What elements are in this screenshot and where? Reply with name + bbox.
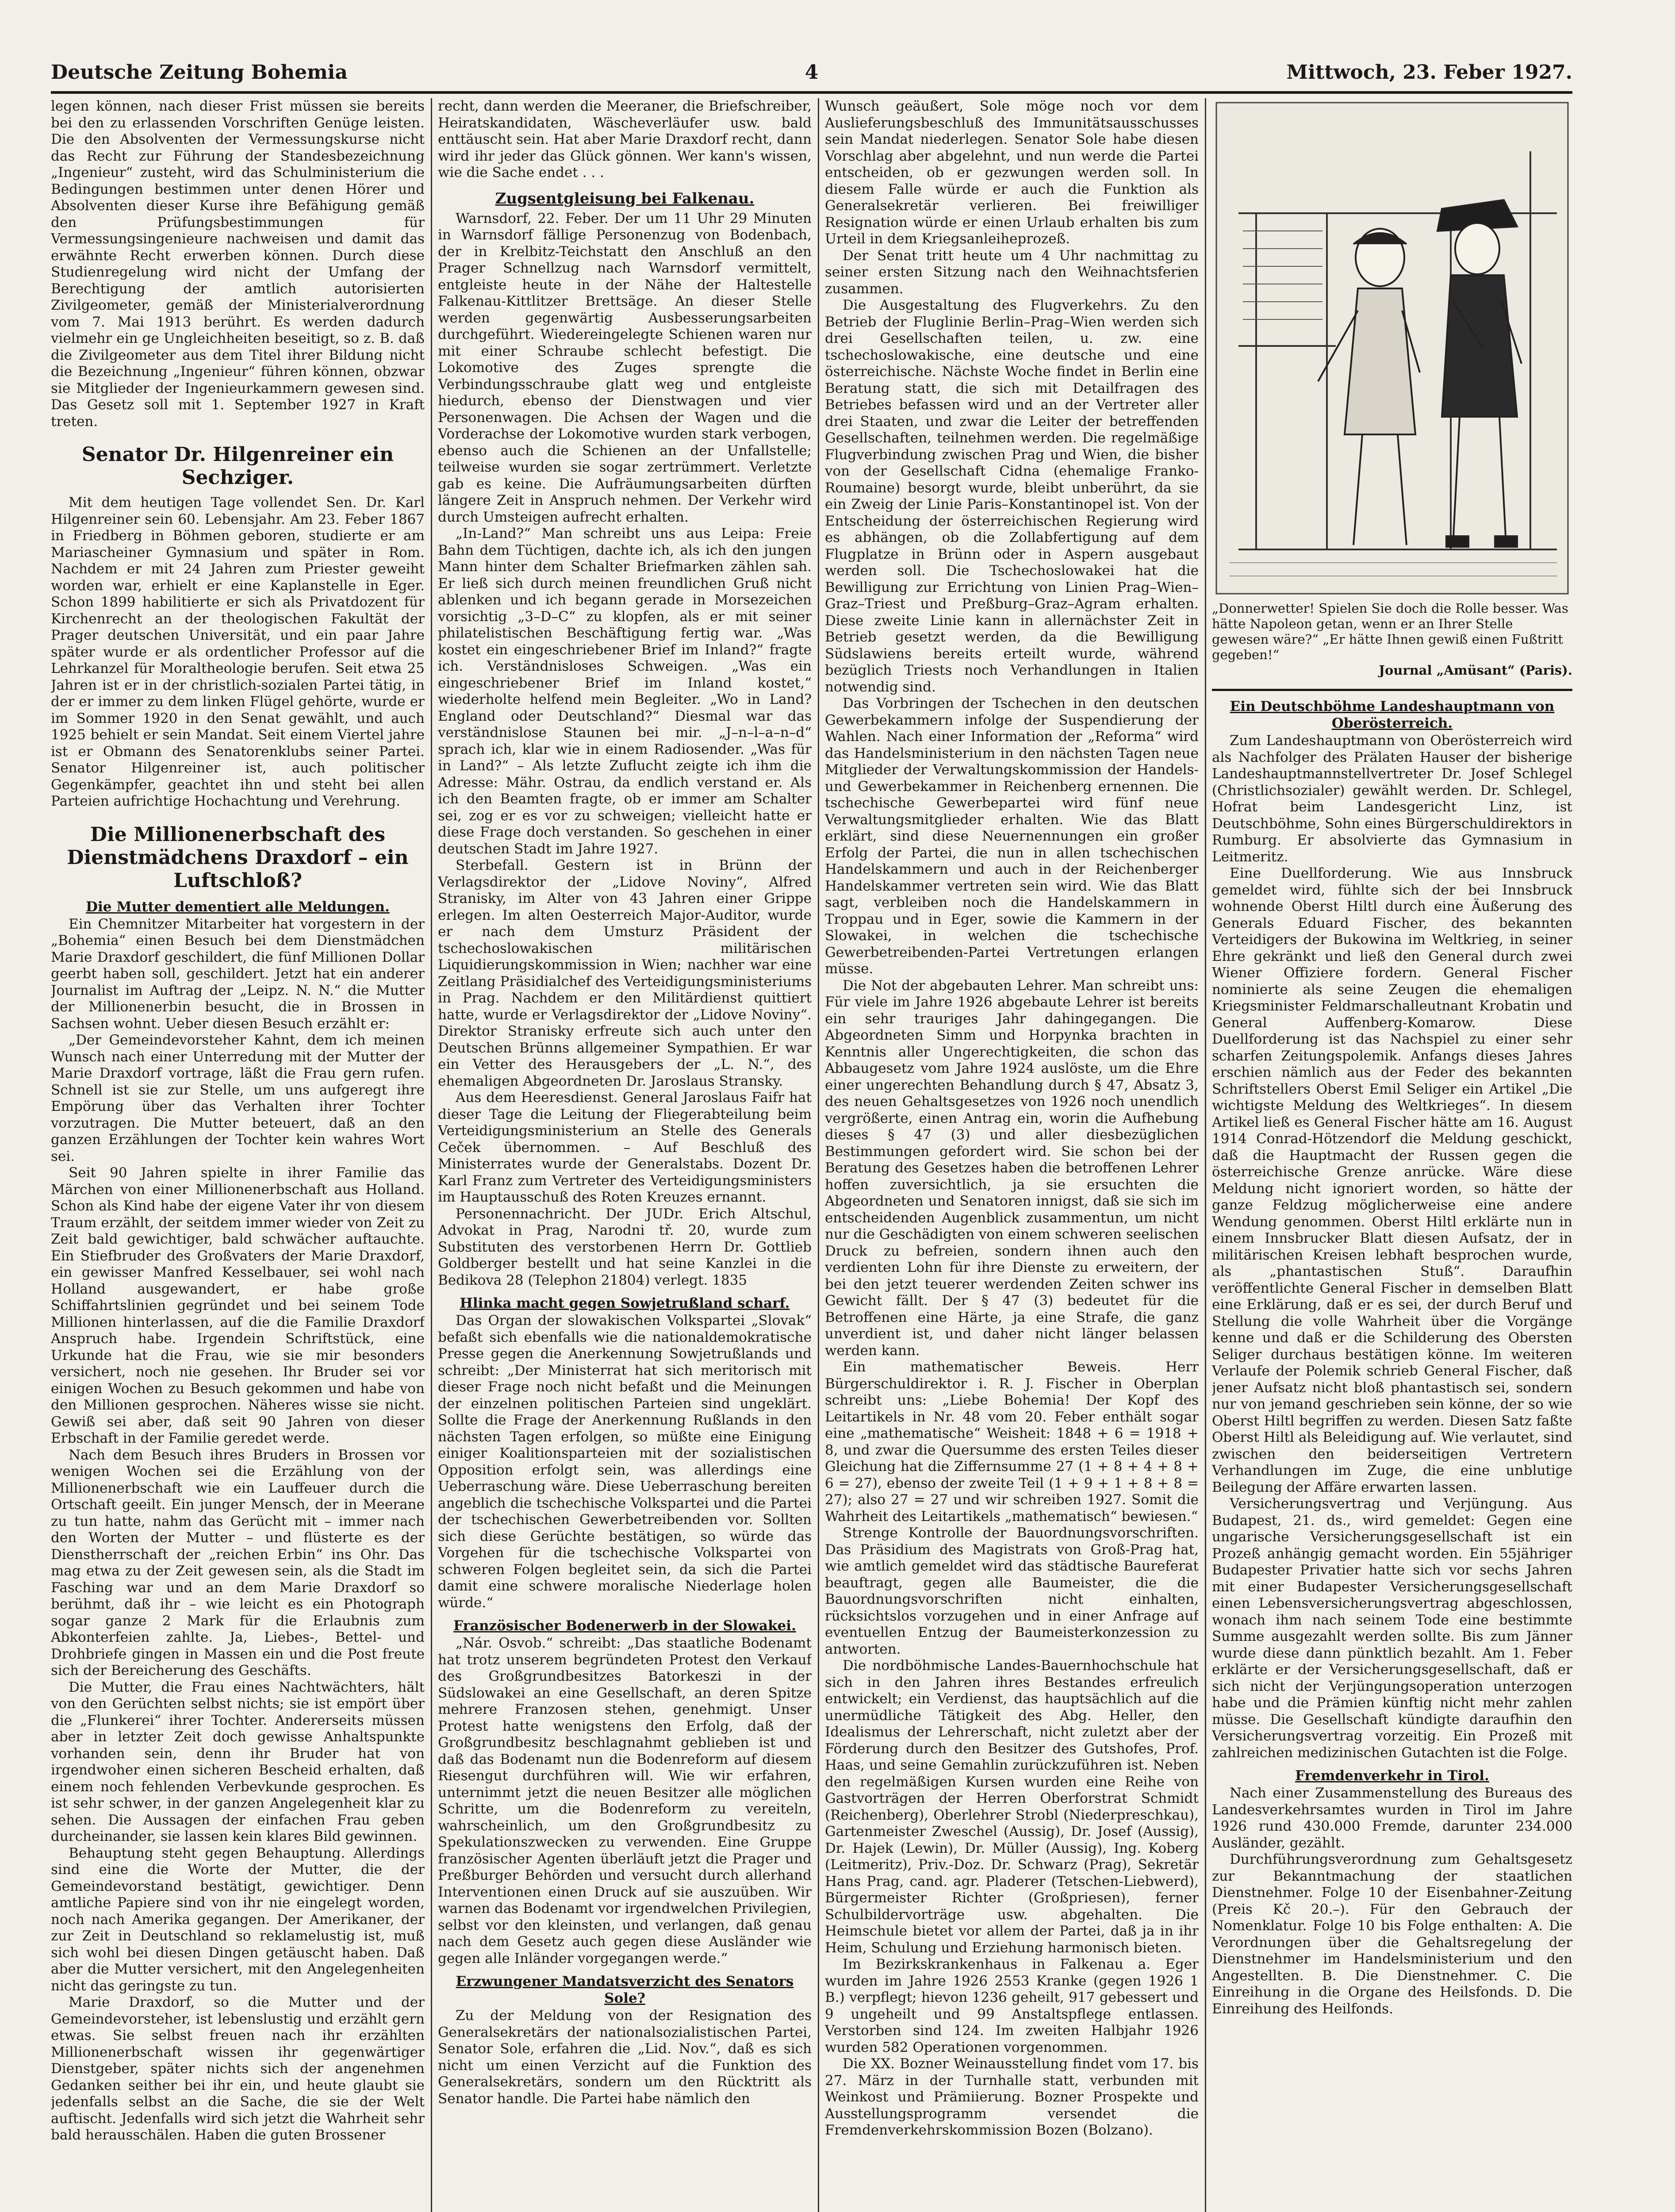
paragraph: Strenge Kontrolle der Bauordnungsvorschriften. Das Präsidium des Magistrats von Groß-Prag hat, wie amtlich gemeldet wird das städtische Baureferat beauftragt, gegen alle Baumeister, die die Bauordnungsvorschriften nicht einhalten, rücksichtslos vorzugehen und in einer Anfrage auf eventuellen Entzug der Baumeisterkonzession zu antworten. — [825, 1525, 1199, 1657]
headline-hilgenreiner: Senator Dr. Hilgenreiner ein Sechziger. — [81, 443, 394, 489]
caption-source: Journal „Amüsant“ (Paris). — [1379, 663, 1572, 678]
paragraph: Warnsdorf, 22. Feber. Der um 11 Uhr 29 Minuten in Warnsdorf fällige Personenzug von Bodenbach, der in Krelbitz-Teichstatt den Anschluß an den Prager Schnellzug nach Warnsdorf vermittelt, entgleiste heute in der Nähe der Haltestelle Falkenau-Kittlitzer Brettsäge. An dieser Stelle werden gegenwärtig Ausbesserungsarbeiten durchgeführt. Wiedereingelegte Schienen waren nur mit einer Schraube schlecht befestigt. Die Lokomotive des Zuges sprengte die Verbindungsschraube glatt weg und entgleiste hiedurch, ebenso der Dienstwagen und vier Personenwagen. Die Achsen der Wagen und die Vorderachse der Lokomotive wurden stark verbogen, ebenso auch die Schienen an der Unfallstelle; teilweise wurden sie sogar zertrümmert. Verletzte gab es keine. Die Aufräumungsarbeiten dürften längere Zeit in Anspruch nehmen. Der Verkehr wird durch Umsteigen aufrecht erhalten. — [438, 210, 812, 525]
headline-bodenerwerb: Französischer Bodenerwerb in der Slowakei. — [453, 1618, 796, 1634]
paragraph: Die Not der abgebauten Lehrer. Man schreibt uns: Für viele im Jahre 1926 abgebaute Lehrer ist bereits ein sehr trauriges Jahr dahingegangen. Die Abgeordneten Simm und Horpynka brachten in Kenntnis aller Ungerechtigkeiten, die schon das Abbaugesetz vom Jahre 1924 auslöste, um die Ehre einer ungerechten Behandlung durch § 47, Absatz 3, des neuen Gehaltsgesetzes von 1926 noch unendlich vergrößerte, einen Antrag ein, worin die Aufhebung dieses § 47 (3) und aller diesbezüglichen Bestimmungen gefordert wird. Sie schon bei der Beratung des Gesetzes haben die betroffenen Lehrer hoffen zuversichtlich, ja sie ersuchten die Abgeordneten und Senatoren innigst, daß sie sich im entscheidenden Augenblick zusammentun, um nicht nur die Geschädigten von einem schweren seelischen Druck zu befreien, sondern ihnen auch den verdienten Lohn für ihre Dienste zu erweitern, der bei den jetzt teuerer werdenden Zeiten schwer ins Gewicht fällt. Der § 47 (3) bedeutet für die Betroffenen eine Härte, ja eine Strafe, die ganz unverdient ist, und daher nicht länger belassen werden kann. — [825, 977, 1199, 1359]
column-4 — [1212, 98, 1572, 2212]
paragraph: Sterbefall. Gestern ist in Brünn der Verlagsdirektor der „Lidove Noviny“, Alfred Stranisky, im Alter von 43 Jahren einer Grippe erlegen. Im alten Oesterreich Major-Auditor, wurde er nach dem Umsturz Präsident der tschechoslowakischen militärischen Liquidierungskommission in Wien; nachher war eine Zeitlang Präsidialchef des Verteidigungsministeriums in Prag. Nachdem er den Militärdienst quittiert hatte, wurde er Verlagsdirektor der „Lidove Noviny“. Direktor Stranisky erfreute sich auch unter den Deutschen Brünns allgemeiner Sympathien. Er war ein Vetter des Herausgebers der „L. N.“, des ehemaligen Abgeordneten Dr. Jaroslaus Stransky. — [438, 857, 812, 1089]
paragraph: Mit dem heutigen Tage vollendet Sen. Dr. Karl Hilgenreiner sein 60. Lebensjahr. Am 23. Feber 1867 in Friedberg in Böhmen geboren, studierte er am Mariascheiner Gymnasium und später in Rom. Nachdem er mit 24 Jahren zum Priester geweiht worden war, erhielt er eine Kaplanstelle in Eger. Schon 1899 habilitierte er sich als Privatdozent für Kirchenrecht an der theologischen Fakultät der Prager deutschen Universität, und ein paar Jahre später wurde er als ordentlicher Professor auf die Lehrkanzel für Moraltheologie berufen. Seit etwa 25 Jahren ist er in der christlich-sozialen Partei tätig, in der er immer zu dem linken Flügel gehörte, wurde er im Sommer 1920 in den Senat gewählt, und auch 1925 behielt er sein Mandat. Seit einem Viertel jahre ist er Obmann des Senatorenklubs seiner Partei. Senator Hilgenreiner ist, auch politischer Gegenkämpfer, geachtet ihn und steht bei allen Parteien aufrichtige Hochachtung und Verehrung. — [51, 495, 425, 809]
section-rule — [1212, 689, 1572, 691]
headline-mandatsverzicht: Erzwungener Mandatsverzicht des Senators Sole? — [456, 1974, 794, 2006]
paragraph: Das Vorbringen der Tschechen in den deutschen Gewerbekammern infolge der Suspendierung der Wahlen. Nach einer Information der „Reforma“ wird das Handelsministerium in den nächsten Tagen neue Mitglieder der Verwaltungskommission der Handels- und Gewerbekammer in Reichenberg ernennen. Die tschechische Gewerbepartei wird fünf neue Verwaltungsmitglieder erhalten. Wie das Blatt erklärt, sind diese Neuernennungen ein großer Erfolg der Partei, die nun in allen tschechischen Handelskammern und auch in der Reichenberger Handelskammer vertreten sein wird. Wie das Blatt sagt, verbleiben noch die Handelskammern in Troppau und in Eger, sowie die Kammern in der Slowakei, in welchen die tschechische Gewerbetreibenden-Partei Vertretungen erlangen müsse. — [825, 695, 1199, 977]
paragraph: Ein Chemnitzer Mitarbeiter hat vorgestern in der „Bohemia“ einen Besuch bei dem Dienstmädchen Marie Draxdorf geschildert, die fünf Millionen Dollar geerbt haben soll, geschildert. Jetzt hat ein anderer Journalist im Auftrag der „Leipz. N. N.“ die Mutter der Millionenerbin besucht, die in Brossen in Sachsen wohnt. Ueber diesen Besuch erzählt er: — [51, 916, 425, 1032]
caption-text: „Donnerwetter! Spielen Sie doch die Rolle besser. Was hätte Napoleon getan, wenn er an Ihrer Stelle gewesen wäre?“ „Er hätte Ihnen gewiß einen Fußtritt gegeben!“ — [1212, 601, 1568, 662]
paragraph: Seit 90 Jahren spielte in ihrer Familie das Märchen von einer Millionenerbschaft aus Holland. Schon als Kind habe der eigene Vater ihr von diesem Traum erzählt, der seitdem immer wieder von Zeit zu Zeit bald gewichtiger, bald schwächer auftauchte. Ein Stiefbruder des Großvaters der Marie Draxdorf, ein gewisser Manfred Kesselbauer, sei wohl nach Holland ausgewandert, er habe große Schiffahrtslinien gegründet und bei seinem Tode Millionen hinterlassen, auf die die Familie Draxdorf Anspruch habe. Irgendein Schriftstück, eine Urkunde hat die Frau, wie sie mir besonders versichert, noch nie gesehen. Ihr Bruder sei vor einigen Wochen zu Besuch gekommen und habe von den Millionen gesprochen. Näheres wisse sie nicht. Gewiß sei aber, daß seit 90 Jahren von dieser Erbschaft in der Familie geredet werde. — [51, 1165, 425, 1446]
header-rule — [51, 91, 1572, 94]
headline-fremdenverkehr: Fremdenverkehr in Tirol. — [1295, 1768, 1489, 1784]
headline-landeshauptmann: Ein Deutschböhme Landeshauptmann von Oberösterreich. — [1230, 699, 1555, 731]
paragraph: Die nordböhmische Landes-Bauernhochschule hat sich in den Jahren ihres Bestandes erfreulich entwickelt; ein Verdienst, das hauptsächlich auf die unermüdliche Tätigkeit des Abg. Heller, den Idealismus der Lehrerschaft, nicht zuletzt aber der Förderung durch den Besitzer des Gutshofes, Prof. Haas, und seine Gemahlin zurückzuführen ist. Neben den regelmäßigen Kursen wurden eine Reihe von Gastvorträgen der Herren Oberforstrat Schmidt (Reichenberg), Oberlehrer Strobl (Niederpreschkau), Gartenmeister Zweschel (Aussig), Dr. Josef (Aussig), Dr. Hajek (Lewin), Dr. Müller (Aussig), Ing. Koberg (Leitmeritz), Priv.-Doz. Dr. Schwarz (Prag), Sekretär Hans Prag, cand. agr. Pladerer (Tetschen-Liebwerd), Bürgermeister Richter (Großpriesen), ferner Schulbildervorträge usw. abgehalten. Die Heimschule bietet vor allem der Partei, daß ja in ihr Heim, Schulung und Erziehung harmonisch bieten. — [825, 1658, 1199, 1956]
article-continuation: recht, dann werden die Meeraner, die Briefschreiber, Heiratskandidaten, Wäscheverläufer usw. bald enttäuscht sein. Hat aber Marie Draxdorf recht, dann wird ihr jeder das Glück gönnen. Wer kann's wissen, wie die Sache endet . . . — [438, 98, 812, 180]
paragraph: Versicherungsvertrag und Verjüngung. Aus Budapest, 21. ds., wird gemeldet: Gegen eine ungarische Versicherungsgesellschaft ist ein Prozeß anhängig gemacht worden. Ein 55jähriger Budapester Privatier hatte sich vor sechs Jahren mit einer Budapester Versicherungsgesellschaft einen Lebensversicherungsvertrag abgeschlossen, wonach ihm nach seinem Tode eine bestimmte Summe ausgezahlt werden sollte. Bis zum Jänner wurde diese dann pünktlich bezahlt. Am 1. Feber erklärte er der Versicherungsgesellschaft, daß er sich nicht der Verjüngungsoperation unterzogen habe und die Prämien künftig nicht mehr zahlen müsse. Die Gesellschaft kündigte daraufhin den Versicherungsvertrag vorzeitig. Ein Prozeß mit zahlreichen medizinischen Gutachten ist die Folge. — [1212, 1496, 1572, 1761]
subheadline: Die Mutter dementiert alle Meldungen. — [86, 899, 390, 915]
paragraph: Zu der Meldung von der Resignation des Generalsekretärs der nationalsozialistischen Partei, Senator Sole, erfahren die „Lid. Nov.“, daß es sich nicht um einen Verzicht auf die Funktion des Generalsekretärs, sondern um den Rücktritt als Senator handle. Die Partei habe nämlich den — [438, 2008, 812, 2107]
headline-millionenerbschaft: Die Millionenerbschaft des Dienstmädchens Draxdorf – ein Luftschloß? — [67, 823, 409, 892]
paragraph: Die Mutter, die Frau eines Nachtwächters, hält von den Gerüchten selbst nichts; sie ist empört über die „Flunkerei“ ihrer Tochter. Andererseits müssen aber in letzter Zeit doch gewisse Anhaltspunkte vorhanden sein, denn ihr Bruder hat von irgendwoher einen sicheren Bescheid erhalten, daß einem noch fehlenden Verbevkunde gesprochen. Es ist sehr schwer, in der ganzen Angelegenheit klar zu sehen. Die Aussagen der einfachen Frau geben durcheinander, sie lassen kein klares Bild gewinnen. — [51, 1679, 425, 1844]
paragraph: Nach einer Zusammenstellung des Bureaus des Landesverkehrsamtes wurden in Tirol im Jahre 1926 rund 430.000 Fremde, darunter 234.000 Ausländer, gezählt. — [1212, 1785, 1572, 1851]
page-header — [51, 57, 1572, 88]
cartoon-drawing — [1212, 98, 1572, 598]
paragraph: Der Senat tritt heute um 4 Uhr nachmittag zu seiner ersten Sitzung nach den Weihnachtsferien zusammen. — [825, 247, 1199, 297]
paragraph: Ein mathematischer Beweis. Herr Bürgerschuldirektor i. R. J. Fischer in Oberplan schreibt uns: „Liebe Bohemia! Der Kopf des Leitartikels in Nr. 48 vom 20. Feber enthält sogar eine „mathematische“ Weisheit: 1848 + 6 = 1918 + 8, und zwar die Quersumme des ersten Teiles dieser Gleichung hat die Ziffernsumme 27 (1 + 8 + 4 + 8 + 6 = 27), ebenso der zweite Teil (1 + 9 + 1 + 8 + 8 = 27); also 27 = 27 und wir schreiben 1927. Somit die Wahrheit des Leitartikels „mathematisch“ bewiesen.“ — [825, 1359, 1199, 1525]
article-continuation: legen können, nach dieser Frist müssen sie bereits bei den zu erlassenden Vorschriften Genüge leisten. Die den Absolventen der Vermessungskurse nicht das Recht zur Führung der Standesbezeichnung „Ingenieur“ zusteht, wird das Schulministerium die Bedingungen bestimmen unter denen Hörer und Absolventen dieser Kurse ihre Befähigung gemäß den Prüfungsbestimmungen für Vermessungsingenieure nachweisen und damit das erwähnte Recht erwerben können. Durch diese Studienregelung wird nicht der Umfang der Berechtigung der amtlich autorisierten Zivilgeometer, gemäß der Ministerialverordnung vom 7. Mai 1913 berührt. Es werden dadurch vielmehr ein ge Ungleichheiten beseitigt, so z. B. daß die Zivilgeometer aus dem Titel ihrer Bildung nicht die Bezeichnung „Ingenieur“ führen können, obzwar sie Mitglieder der Ingenieurkammern gewesen sind. Das Gesetz soll mit 1. September 1927 in Kraft treten. — [51, 98, 425, 430]
column-divider — [431, 98, 432, 2212]
paragraph: Durchführungsverordnung zum Gehaltsgesetz zur Bekanntmachung der staatlichen Dienstnehmer. Folge 10 der Eisenbahner-Zeitung (Preis Kč 20.–). Für den Gebrauch der Nomenklatur. Folge 10 bis Folge enthalten: A. Die Verordnungen über die Gehaltsregelung der Dienstnehmer im Handelsministerium und den Angestellten. B. Die Dienstnehmer. C. Die Einreihung in die Organe des Heilsfonds. D. Die Einreihung des Heilfonds. — [1212, 1851, 1572, 2017]
paragraph: „Der Gemeindevorsteher Kahnt, dem ich meinen Wunsch nach einer Unterredung mit der Mutter der Marie Draxdorf vortrage, läßt die Frau gern rufen. Schnell ist sie zur Stelle, um uns aufgeregt ihre Empörung über das Verhalten ihrer Tochter vorzutragen. Die Mutter beteuert, daß an den ganzen Erzählungen der Tochter kein wahres Wort sei. — [51, 1032, 425, 1164]
newspaper-name: Deutsche Zeitung Bohemia — [51, 61, 348, 84]
column-1 — [51, 98, 425, 2212]
paragraph: Behauptung steht gegen Behauptung. Allerdings sind eine die Worte der Mutter, die der Gemeindevorstand bestätigt, gewichtiger. Denn amtliche Papiere sind von ihr nie eingelegt worden, noch nach Amerika gegangen. Der Amerikaner, der zur Zeit in Deutschland so reklamelustig ist, muß sich wohl bei diesen Dingen getäuscht haben. Daß aber die Mutter versichert, mit den Angelegenheiten nicht das geringste zu tun. — [51, 1845, 425, 1994]
column-2 — [438, 98, 812, 2212]
cartoon-illustration — [1212, 98, 1572, 598]
headline-zugsentgleisung: Zugsentgleisung bei Falkenau. — [495, 189, 755, 207]
cartoon-caption — [1212, 601, 1572, 678]
paragraph: Die Ausgestaltung des Flugverkehrs. Zu den Betrieb der Fluglinie Berlin–Prag–Wien werden sich drei Gesellschaften teilen, u. zw. eine tschechoslowakische, eine deutsche und eine österreichische. Nächste Woche findet in Berlin eine Beratung statt, die sich mit Detailfragen des Betriebes befassen wird und an der Vertreter aller drei Staaten, und zwar die Leiter der betreffenden Gesellschaften, teilnehmen werden. Die regelmäßige Flugverbindung zwischen Prag und Wien, die bisher von der Gesellschaft Cidna (ehemalige Franko-Roumaine) besorgt wurde, bleibt unberührt, da sie ein Zweig der Linie Paris–Konstantinopel ist. Von der Entscheidung der österreichischen Regierung wird es abhängen, ob die Zollabfertigung auf dem Flugplatze in Brünn oder in Aspern ausgebaut werden soll. Die Tschechoslowakei hat die Bewilligung zur Errichtung von Linien Prag–Wien–Graz–Triest und Preßburg–Graz–Agram erhalten. Diese zweite Linie kann in allernächster Zeit in Betrieb gesetzt werden, da die Bewilligung Südslawiens bereits erteilt wurde, während bezüglich Triests noch Verhandlungen in Italien notwendig sind. — [825, 297, 1199, 695]
column-divider — [818, 98, 819, 2212]
paragraph: Marie Draxdorf, so die Mutter und der Gemeindevorsteher, ist lebenslustig und erzählt gern etwas. Sie selbst freuen nach ihr erzählten Millionenerbschaft wissen ihr gegenwärtiger Dienstgeber, später nichts sich der angenehmen Gedanken seither bei ihr ein, und heute glaubt sie jedenfalls selbst an die Sache, die sie der Welt auftischt. Jedenfalls wird sich jetzt die Wahrheit sehr bald herausschälen. Haben die guten Brossener — [51, 1994, 425, 2143]
paragraph: „In-Land?“ Man schreibt uns aus Leipa: Freie Bahn dem Tüchtigen, dachte ich, als ich den jungen Mann hinter dem Schalter Briefmarken zählen sah. Er ließ sich durch meinen freundlichen Gruß nicht ablenken und ich begann gerade in Morsezeichen vorsichtig „3–D–C“ zu klopfen, als er mit seiner philatelistischen Beschäftigung fertig war. „Was kostet ein eingeschriebener Brief im Inland?“ fragte ich. Verständnisloses Schweigen. „Was ein eingeschriebener Brief im Inland kostet,“ wiederholte helfend mein Begleiter. „Wo in Land? England oder Deutschland?“ Diesmal war das verständnislose Staunen bei mir. „J–n–l–a–n–d“ sprach ich, klar wie in einem Radiosender. „Was für in Land?“ – Als letzte Zuflucht zeigte ich ihm die Adresse: Mähr. Ostrau, da endlich verstand er. Als ich den Beamten fragte, ob er immer am Schalter sei, zog er es vor zu schweigen; vielleicht hatte er diese Frage doch verstanden. So geschehen in einer deutschen Stadt im Jahre 1927. — [438, 526, 812, 857]
article-continuation: Wunsch geäußert, Sole möge noch vor dem Auslieferungsbeschluß des Immunitätsausschusses sein Mandat niederlegen. Senator Sole habe diesen Vorschlag aber abgelehnt, und nun werde die Partei entscheiden, ob er gezwungen werden soll. In diesem Falle würde er auch die Funktion als Generalsekretär verlieren. Bei freiwilliger Resignation würde er einen Urlaub erhalten bis zum Urteil in dem Kriegsanleiheprozeß. — [825, 98, 1199, 247]
issue-date: Mittwoch, 23. Feber 1927. — [1286, 61, 1572, 84]
paragraph: Die XX. Bozner Weinausstellung findet vom 17. bis 27. März in der Turnhalle statt, verbunden mit Weinkost und Prämiierung. Bozner Prospekte und Ausstellungsprogramm versendet die Fremdenverkehrskommission Bozen (Bolzano). — [825, 2056, 1199, 2138]
page-number: 4 — [805, 61, 819, 84]
column-3 — [825, 98, 1199, 2212]
paragraph: Aus dem Heeresdienst. General Jaroslaus Faifr hat dieser Tage die Leitung der Fliegerabteilung beim Verteidigungsministerium an Stelle des Generals Ceček übernommen. – Auf Beschluß des Ministerrates wurde der Generalstabs. Dozent Dr. Karl Franz zum Vertreter des Verteidigungsministers im Hauptausschuß des Roten Kreuzes ernannt. — [438, 1090, 812, 1205]
column-divider — [1205, 98, 1206, 2212]
headline-hlinka: Hlinka macht gegen Sowjetrußland scharf. — [460, 1295, 790, 1311]
paragraph: Nach dem Besuch ihres Bruders in Brossen vor wenigen Wochen sei die Erzählung von der Millionenerbschaft wie ein Lauffeuer durch die Ortschaft geeilt. Ein junger Mensch, der in Meerane zu tun hatte, nahm das Gerücht mit – immer nach den Worten der Mutter – und flüsterte es der Dienstherrschaft der „reichen Erbin“ ins Ohr. Das mag etwa zu der Zeit gewesen sein, als die Stadt im Fasching war und an dem Marie Draxdorf so berühmt, daß ihr – wie leicht es ein Photograph sogar ganze 2 Mark für die Erlaubnis zum Abkonterfeien zahlte. Ja, Liebes-, Bettel- und Drohbriefe gingen in Massen ein und die Post freute sich der Bereicherung des Geschäfts. — [51, 1447, 425, 1678]
paragraph: Eine Duellforderung. Wie aus Innsbruck gemeldet wird, fühlte sich der bei Innsbruck wohnende Oberst Hiltl durch eine Äußerung des Generals Eduard Fischer, des bekannten Verteidigers der Bukowina im Weltkrieg, in seiner Ehre gekränkt und ließ den General durch zwei Wiener Offiziere fordern. General Fischer nominierte als seine Zeugen die ehemaligen Kriegsminister Feldmarschalleutnant Krobatin und General Auffenberg-Komarow. Diese Duellforderung ist das Nachspiel zu einer sehr scharfen Zeitungspolemik. Anfangs dieses Jahres erschien nämlich aus der Feder des bekannten Schriftstellers Oberst Emil Seliger ein Artikel „Die wichtigste Meldung des Weltkrieges“. In diesem Artikel ließ es General Fischer hätte am 16. August 1914 Conrad-Hötzendorf die Meldung geschickt, daß die Hauptmacht der Russen gegen die österreichische Grenze anrücke. Wäre diese Meldung nicht ignoriert worden, so hätte der ganze Feldzug möglicherweise eine andere Wendung genommen. Oberst Hiltl erklärte nun in einem Innsbrucker Blatt diesen Aufsatz, der in militärischen Kreisen lebhaft besprochen wurde, als „phantastischen Stuß“. Daraufhin veröffentlichte General Fischer in demselben Blatt eine Erklärung, daß er es sei, der durch Beruf und Stellung die volle Wahrheit über die Vorgänge kenne und daß er die Schilderung des Obersten Seliger durchaus bestätigen könne. Im weiteren Verlaufe der Polemik schrieb General Fischer, daß jener Aufsatz nicht bloß phantastisch sei, sondern nur von jemand geschrieben sein könne, der so wie Oberst Hiltl begriffen zu werden. Diesen Satz faßte Oberst Hiltl als Beleidigung auf. Wie verlautet, sind zwischen den beiderseitigen Vertretern Verhandlungen im Zuge, die eine unblutige Beilegung der Affäre erwarten lassen. — [1212, 865, 1572, 1495]
paragraph: Zum Landeshauptmann von Oberösterreich wird als Nachfolger des Prälaten Hauser der bisherige Landeshauptmannstellvertreter Dr. Josef Schlegel (Christlichsozialer) gewählt werden. Dr. Schlegel, Hofrat beim Landesgericht Linz, ist Deutschböhme, Sohn eines Bürgerschuldirektors in Rumburg. Er absolvierte das Gymnasium in Leitmeritz. — [1212, 733, 1572, 865]
paragraph: „Nár. Osvob.“ schreibt: „Das staatliche Bodenamt hat trotz unserem begründeten Protest den Verkauf des Großgrundbesitzes Batorkeszi in der Südslowakei an eine Gesellschaft, an deren Spitze mehrere Franzosen stehen, genehmigt. Unser Protest hatte wenigstens den Erfolg, daß der Großgrundbesitz beschlagnahmt geblieben ist und daß das Bodenamt nun die Bodenreform auf diesem Riesengut durchführen will. Wie wir erfahren, unternimmt jetzt die neuen Besitzer alle möglichen Schritte, um die Bodenreform zu vereiteln, wahrscheinlich, um den Großgrundbesitz zu Spekulationszwecken zu verwenden. Eine Gruppe französischer Agenten überläuft jetzt die Prager und Preßburger Behörden und versucht durch allerhand Interventionen einen Druck auf sie auszuüben. Wir warnen das Bodenamt vor irgendwelchen Privilegien, selbst vor den kleinsten, und verlangen, daß genau nach dem Gesetz auch gegen diese Ausländer wie gegen alle Inländer vorgegangen werde.“ — [438, 1635, 812, 1966]
paragraph: Personennachricht. Der JUDr. Erich Altschul, Advokat in Prag, Narodni tř. 20, wurde zum Substituten des verstorbenen Herrn Dr. Gottlieb Goldberger bestellt und hat seine Kanzlei in die Bedikova 28 (Telephon 21804) verlegt. 1835 — [438, 1206, 812, 1288]
paragraph: Im Bezirkskrankenhaus in Falkenau a. Eger wurden im Jahre 1926 2553 Kranke (gegen 1926 1 B.) verpflegt; hievon 1236 geheilt, 917 gebessert und 9 ungeheilt und 99 Anstaltspflege entlassen. Verstorben sind 124. Im zweiten Halbjahr 1926 wurden 582 Operationen vorgenommen. — [825, 1956, 1199, 2055]
paragraph: Das Organ der slowakischen Volkspartei „Slovak“ befaßt sich ebenfalls wie die nationaldemokratische Presse gegen die Anerkennung Sowjetrußlands und schreibt: „Der Ministerrat hat sich meritorisch mit dieser Frage noch nicht befaßt und die Meinungen der einzelnen politischen Parteien sind ungeklärt. Sollte die Frage der Anerkennung Rußlands in den nächsten Tagen erfolgen, so müßte eine Einigung einiger Koalitionsparteien mit der sozialistischen Opposition erfolgt sein, was allerdings eine Ueberraschung wäre. Diese Ueberraschung bereiten angeblich die tschechische Volkspartei und die Partei der tschechischen Gewerbetreibenden vor. Sollten sich diese Gerüchte bestätigen, so würde das Vorgehen für die tschechische Volkspartei von schweren Folgen begleitet sein, da sich die Partei damit eine schwere moralische Niederlage holen würde.“ — [438, 1313, 812, 1611]
